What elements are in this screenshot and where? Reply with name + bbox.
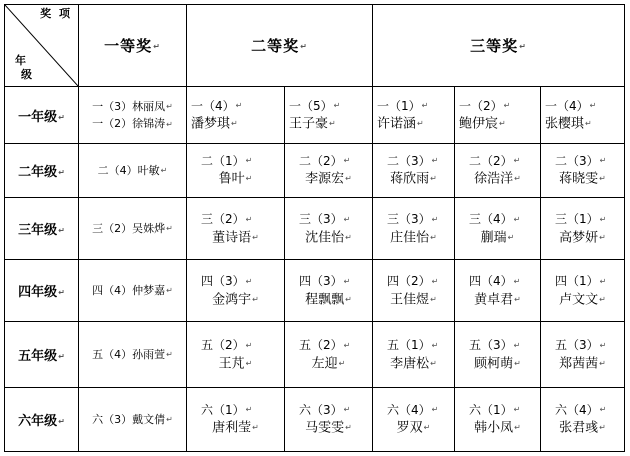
class-label: 六（4）↵	[387, 402, 439, 417]
student-name: 左迎↵	[311, 356, 346, 371]
diagonal-bottom-label: 年 级	[15, 54, 32, 81]
student-name: 蒋晓雯↵	[559, 171, 606, 187]
class-label: 六（3）↵	[299, 402, 351, 417]
student-name: 鲁叶↵	[218, 171, 253, 187]
first-prize-winner: 一（3）林丽凤↵ 一（2）徐锦涛↵	[79, 87, 187, 144]
class-label: 六（4）↵	[555, 402, 607, 417]
third-prize-winner	[541, 144, 625, 198]
second-prize-header: 二等奖↵	[187, 5, 373, 87]
second-prize-winner	[285, 197, 373, 259]
student-name: 高梦妍↵	[559, 230, 606, 246]
class-label: 一（1）↵	[377, 98, 429, 113]
class-label: 五（3）↵	[469, 338, 521, 352]
first-prize-winner: 五（4）孙雨萱↵	[79, 322, 187, 387]
third-prize-winner	[373, 144, 455, 198]
class-label: 二（2）↵	[469, 153, 521, 168]
student-name: 潘梦琪↵	[191, 116, 238, 132]
class-label: 三（3）↵	[299, 212, 351, 227]
class-label: 三（4）↵	[469, 212, 521, 227]
student-name: 王佳煜↵	[390, 292, 437, 308]
first-prize-winner: 四（4）仲梦嘉↵	[79, 260, 187, 322]
class-label: 四（1）↵	[555, 274, 607, 289]
third-prize-winner	[455, 197, 541, 259]
student-name: 韩小凤↵	[474, 420, 521, 436]
second-prize-winner	[187, 387, 285, 451]
grade-label: 四年级↵	[5, 260, 79, 322]
third-prize-winner	[541, 260, 625, 322]
student-name: 李源宏↵	[305, 171, 352, 187]
first-prize-winner: 三（2）吴姝烨↵	[79, 197, 187, 259]
third-prize-winner	[373, 260, 455, 322]
table-row	[5, 260, 625, 322]
student-name: 黄卓君↵	[474, 292, 521, 308]
student-name: 顾柯萌↵	[474, 356, 521, 371]
grade-label: 五年级↵	[5, 322, 79, 387]
grade-label: 二年级↵	[5, 144, 79, 198]
first-prize-header: 一等奖↵	[79, 5, 187, 87]
student-name: 庄佳怡↵	[390, 230, 437, 246]
grade-label: 六年级↵	[5, 387, 79, 451]
class-label: 四（3）↵	[299, 274, 351, 289]
class-label: 五（3）↵	[555, 338, 607, 352]
student-name: 罗双↵	[396, 420, 431, 436]
student-name: 徐浩洋↵	[474, 171, 521, 187]
class-label: 四（2）↵	[387, 274, 439, 289]
student-name: 董诗语↵	[212, 230, 259, 246]
class-label: 一（5）↵	[289, 98, 341, 113]
awards-table	[4, 4, 625, 452]
student-name: 唐利莹↵	[212, 420, 259, 436]
student-name: 蒋欣雨↵	[390, 171, 437, 187]
first-prize-winner: 二（4）叶敏↵	[79, 144, 187, 198]
second-prize-winner	[285, 387, 373, 451]
class-label: 三（1）↵	[555, 212, 607, 227]
student-name: 金鸿宇↵	[212, 292, 259, 308]
student-name: 蒯瑞↵	[480, 230, 515, 246]
second-prize-winner	[187, 87, 285, 144]
student-name: 鲍伊宸↵	[459, 116, 506, 132]
third-prize-winner	[455, 260, 541, 322]
second-prize-winner	[285, 322, 373, 387]
student-name: 许诺涵↵	[377, 116, 424, 132]
table-row	[5, 144, 625, 198]
second-prize-winner	[187, 260, 285, 322]
second-prize-winner	[285, 144, 373, 198]
class-label: 六（1）↵	[201, 402, 253, 417]
third-prize-winner	[541, 87, 625, 144]
third-prize-winner	[373, 387, 455, 451]
header-row	[5, 5, 625, 87]
class-label: 五（2）↵	[201, 338, 253, 352]
second-prize-winner	[187, 144, 285, 198]
third-prize-winner	[373, 322, 455, 387]
student-name: 程飘飘↵	[305, 292, 352, 308]
class-label: 一（4）↵	[545, 98, 597, 113]
grade-label: 一年级↵	[5, 87, 79, 144]
class-label: 三（3）↵	[387, 212, 439, 227]
third-prize-winner	[373, 87, 455, 144]
first-prize-winner: 六（3）戴文倩↵	[79, 387, 187, 451]
class-label: 六（1）↵	[469, 402, 521, 417]
third-prize-winner	[541, 322, 625, 387]
second-prize-winner	[187, 322, 285, 387]
class-label: 五（1）↵	[387, 338, 439, 352]
table-row	[5, 322, 625, 387]
second-prize-winner	[285, 260, 373, 322]
grade-label: 三年级↵	[5, 197, 79, 259]
class-label: 二（3）↵	[555, 153, 607, 168]
table-row	[5, 197, 625, 259]
third-prize-winner	[455, 144, 541, 198]
diagonal-top-label: 奖 项	[40, 7, 72, 20]
third-prize-winner	[373, 197, 455, 259]
class-label: 四（3）↵	[201, 274, 253, 289]
table-row	[5, 387, 625, 451]
student-name: 张樱琪↵	[545, 116, 592, 132]
diagonal-header-cell	[5, 5, 79, 87]
second-prize-winner	[187, 197, 285, 259]
third-prize-winner	[455, 322, 541, 387]
class-label: 三（2）↵	[201, 212, 253, 227]
class-label: 二（3）↵	[387, 153, 439, 168]
student-name: 沈佳怡↵	[305, 230, 352, 246]
class-label: 一（2）↵	[459, 98, 511, 113]
third-prize-winner	[455, 387, 541, 451]
third-prize-winner	[541, 197, 625, 259]
third-prize-winner	[455, 87, 541, 144]
student-name: 王芃↵	[218, 356, 253, 371]
third-prize-header: 三等奖↵	[373, 5, 625, 87]
class-label: 二（2）↵	[299, 153, 351, 168]
class-label: 一（4）↵	[191, 98, 243, 113]
class-label: 二（1）↵	[201, 153, 253, 168]
student-name: 郑茜茜↵	[559, 356, 606, 371]
table-row	[5, 87, 625, 144]
student-name: 李唐松↵	[390, 356, 437, 371]
student-name: 张君彧↵	[559, 420, 606, 436]
student-name: 王子豪↵	[289, 116, 336, 132]
student-name: 卢文文↵	[559, 292, 606, 308]
class-label: 五（2）↵	[299, 338, 351, 352]
second-prize-winner	[285, 87, 373, 144]
third-prize-winner	[541, 387, 625, 451]
class-label: 四（4）↵	[469, 274, 521, 289]
student-name: 马雯雯↵	[305, 420, 352, 436]
